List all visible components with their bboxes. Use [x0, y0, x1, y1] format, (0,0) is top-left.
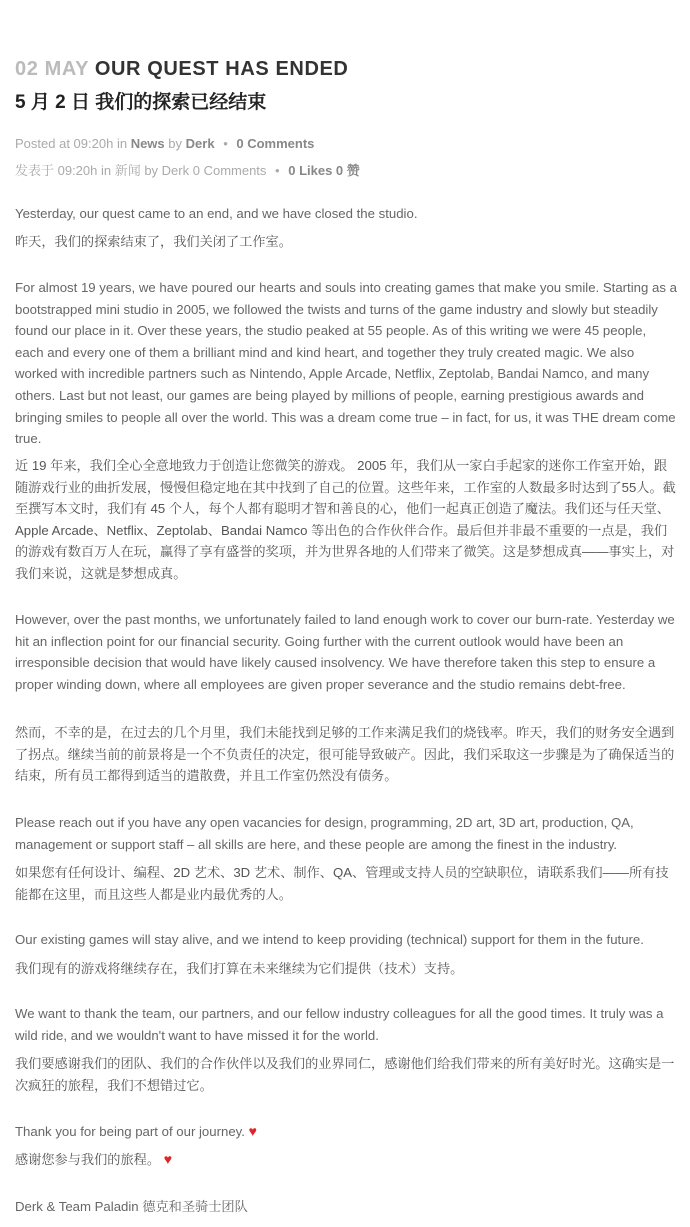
thanks-en-text: Thank you for being part of our journey. [15, 1124, 245, 1139]
signature: Derk & Team Paladin 德克和圣骑士团队 [15, 1199, 248, 1214]
author-link[interactable]: Derk [185, 136, 215, 151]
paragraph-zh-4: 如果您有任何设计、编程、2D 艺术、3D 艺术、制作、QA、管理或支持人员的空缺职位，请联系我们——所有技能都在这里，而且这些人都是业内最优秀的人。 [15, 865, 669, 902]
post-title-text: OUR QUEST HAS ENDED [94, 58, 349, 80]
paragraph-en-5: Our existing games will stay alive, and we intend to keep providing (technical) support for them in the future. [15, 932, 644, 947]
meta-by: by [168, 136, 183, 151]
heart-icon: ♥ [248, 1123, 257, 1139]
likes-link[interactable]: 0 Likes 0 赞 [288, 163, 360, 178]
comments-link[interactable]: 0 Comments [236, 136, 315, 151]
paragraph-en-3: However, over the past months, we unfortunately failed to land enough work to cover our burn-rate. Yesterday we hit an inflection point for our financial security. Going further with the current outlook would have been an irresponsible decision that would have likely caused insolvency. We have therefore taken this step to ensure a proper winding down, where all employees are given proper severance and the studio remains debt-free. [15, 612, 675, 692]
paragraph-en-6: We want to thank the team, our partners, and our fellow industry colleagues for all the good times. It truly was a wild ride, and we wouldn't want to have missed it for the world. [15, 1006, 664, 1043]
paragraph-en-1: Yesterday, our quest came to an end, and we have closed the studio. [15, 206, 418, 221]
meta-zh-text: 发表于 09:20h in 新闻 by Derk 0 Comments [15, 163, 267, 178]
paragraph-zh-5: 我们现有的游戏将继续存在，我们打算在未来继续为它们提供（技术）支持。 [15, 961, 464, 976]
thanks-zh [15, 1149, 678, 1171]
category-link[interactable]: News [130, 136, 165, 151]
paragraph-en-4: Please reach out if you have any open vacancies for design, programming, 2D art, 3D art, production, QA, management or support staff – all skills are here, and these people are among the finest in the industry. [15, 815, 634, 852]
post-title-en [15, 56, 678, 82]
posted-at: Posted at 09:20h [15, 136, 114, 151]
paragraph-zh-2: 近 19 年来，我们全心全意地致力于创造让您微笑的游戏。 2005 年，我们从一家白手起家的迷你工作室开始，跟随游戏行业的曲折发展，慢慢但稳定地在其中找到了自己的位置。这些年来，工作室的人数最多时达到了55人。截至撰写本文时，我们有 45 个人，每个人都有聪明才智和善良的心，他们一起真正创造了魔法。我们还与任天堂、Apple Arcade、Netflix、Zeptolab、Bandai Namco 等出色的合作伙伴合作。最后但并非最不重要的一点是，我们的游戏有数百万人在玩，赢得了享有盛誉的奖项，并为世界各地的人们带来了微笑。这是梦想成真——事实上，对我们来说，这就是梦想成真。 [15, 458, 676, 581]
post-date: 02 MAY [15, 58, 89, 80]
paragraph-zh-3: 然而，不幸的是，在过去的几个月里，我们未能找到足够的工作来满足我们的烧钱率。昨天，我们的财务安全遇到了拐点。继续当前的前景将是一个不负责任的决定，很可能导致破产。因此，我们采取这一步骤是为了确保适当的结束，所有员工都得到适当的遣散费，并且工作室仍然没有债务。 [15, 725, 675, 784]
meta-separator: • [223, 136, 228, 151]
meta-separator: • [275, 163, 280, 178]
paragraph-zh-6: 我们要感谢我们的团队、我们的合作伙伴以及我们的业界同仁，感谢他们给我们带来的所有美好时光。这确实是一次疯狂的旅程，我们不想错过它。 [15, 1056, 675, 1093]
thanks-zh-text: 感谢您参与我们的旅程。 [15, 1152, 161, 1167]
meta-in: in [116, 136, 128, 151]
post-meta-en [15, 135, 678, 153]
thanks-en [15, 1121, 678, 1143]
paragraph-en-2: For almost 19 years, we have poured our hearts and souls into creating games that make you smile. Starting as a bootstrapped mini studio in 2005, we followed the twists and turns of the game industry and slowly but steadily found our place in it. Over these years, the studio peaked at 55 people. As of this writing we were 45 people, each and every one of them a brilliant mind and kind heart, and together they truly created magic. We also worked with incredible partners such as Nintendo, Apple Arcade, Netflix, Zeptolab, Bandai Namco, and many others. Last but not least, our games are being played by millions of people, earning prestigious awards and bringing smiles to people all over the world. This was a dream come true – in fact, for us, it was THE dream come true. [15, 280, 677, 447]
heart-icon: ♥ [163, 1151, 173, 1167]
post-title-zh: 5 月 2 日 我们的探索已经结束 [15, 92, 267, 113]
post-meta-zh [15, 162, 678, 180]
paragraph-zh-1: 昨天，我们的探索结束了，我们关闭了工作室。 [15, 234, 292, 249]
